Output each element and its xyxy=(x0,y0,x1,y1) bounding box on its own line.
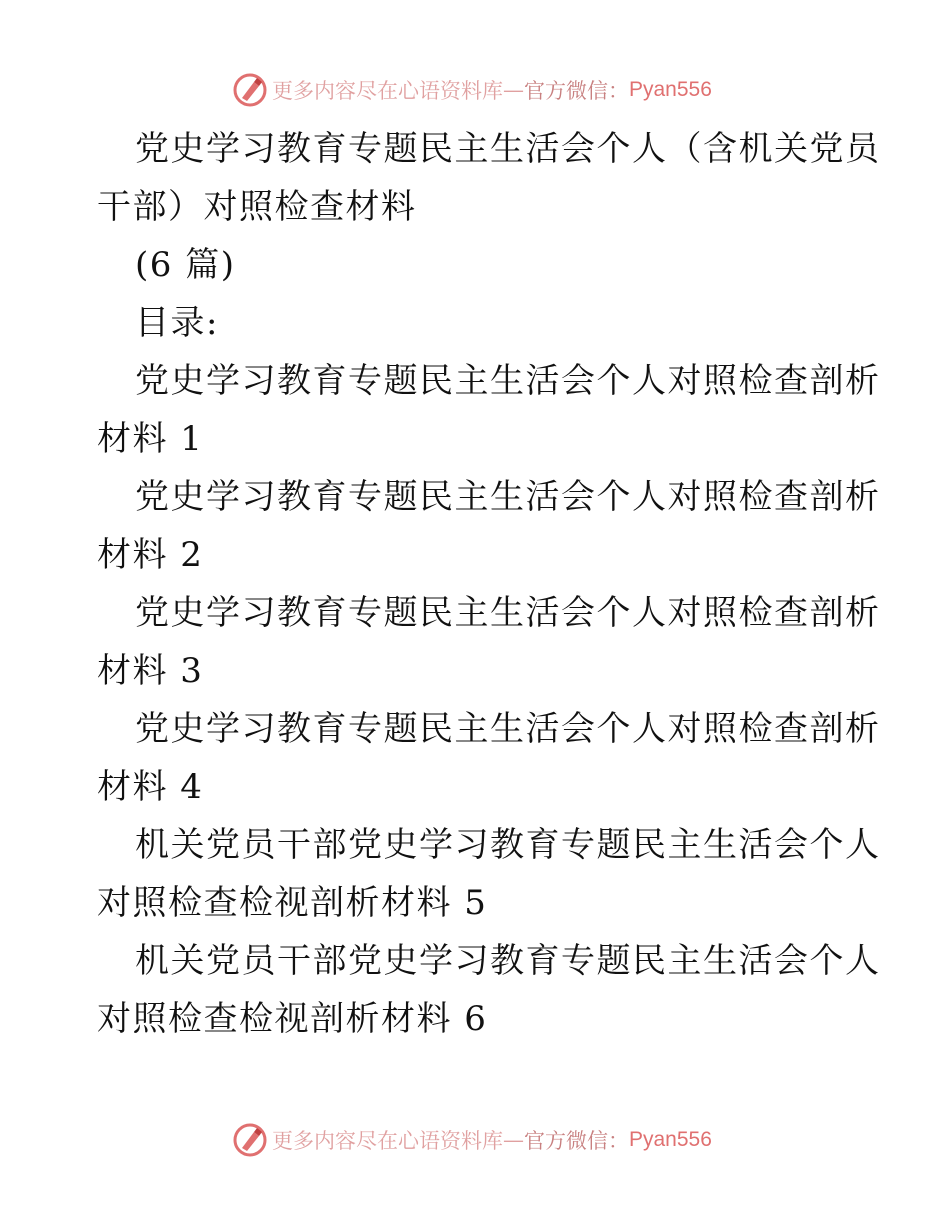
document-count: (6 篇) xyxy=(135,245,236,285)
toc-item-3-line-1: 党史学习教育专题民主生活会个人对照检查剖析 xyxy=(135,593,881,633)
toc-item-2-line-1: 党史学习教育专题民主生活会个人对照检查剖析 xyxy=(135,477,881,517)
toc-item-3-line-2: 材料 3 xyxy=(97,651,204,691)
document-title-line-2: 干部）对照检查材料 xyxy=(97,187,417,227)
pen-circle-logo-icon xyxy=(232,1122,268,1158)
toc-item-4-line-1: 党史学习教育专题民主生活会个人对照检查剖析 xyxy=(135,709,881,749)
header-watermark xyxy=(232,70,752,110)
watermark-dash: — xyxy=(503,1128,524,1152)
toc-item-6-line-2: 对照检查检视剖析材料 6 xyxy=(97,999,488,1039)
toc-label: 目录: xyxy=(135,303,219,343)
footer-watermark xyxy=(232,1120,752,1160)
document-body xyxy=(97,120,881,1048)
watermark-site-text: 更多内容尽在心语资料库 xyxy=(272,1129,503,1153)
document-title-line-1: 党史学习教育专题民主生活会个人（含机关党员 xyxy=(135,129,881,169)
watermark-site-text: 更多内容尽在心语资料库 xyxy=(272,79,503,103)
watermark-wechat-id: Pyan556 xyxy=(629,78,712,101)
toc-item-5-line-1: 机关党员干部党史学习教育专题民主生活会个人 xyxy=(135,825,881,865)
watermark-wechat-label: 官方微信： xyxy=(524,1129,629,1153)
pen-circle-logo-icon xyxy=(232,72,268,108)
toc-item-6-line-1: 机关党员干部党史学习教育专题民主生活会个人 xyxy=(135,941,881,981)
toc-item-2-line-2: 材料 2 xyxy=(97,535,204,575)
toc-item-4-line-2: 材料 4 xyxy=(97,767,204,807)
toc-item-1-line-2: 材料 1 xyxy=(97,419,204,459)
watermark-wechat-label: 官方微信： xyxy=(524,79,629,103)
toc-item-1-line-1: 党史学习教育专题民主生活会个人对照检查剖析 xyxy=(135,361,881,401)
watermark-wechat-id: Pyan556 xyxy=(629,1128,712,1151)
watermark-dash: — xyxy=(503,78,524,102)
toc-item-5-line-2: 对照检查检视剖析材料 5 xyxy=(97,883,488,923)
